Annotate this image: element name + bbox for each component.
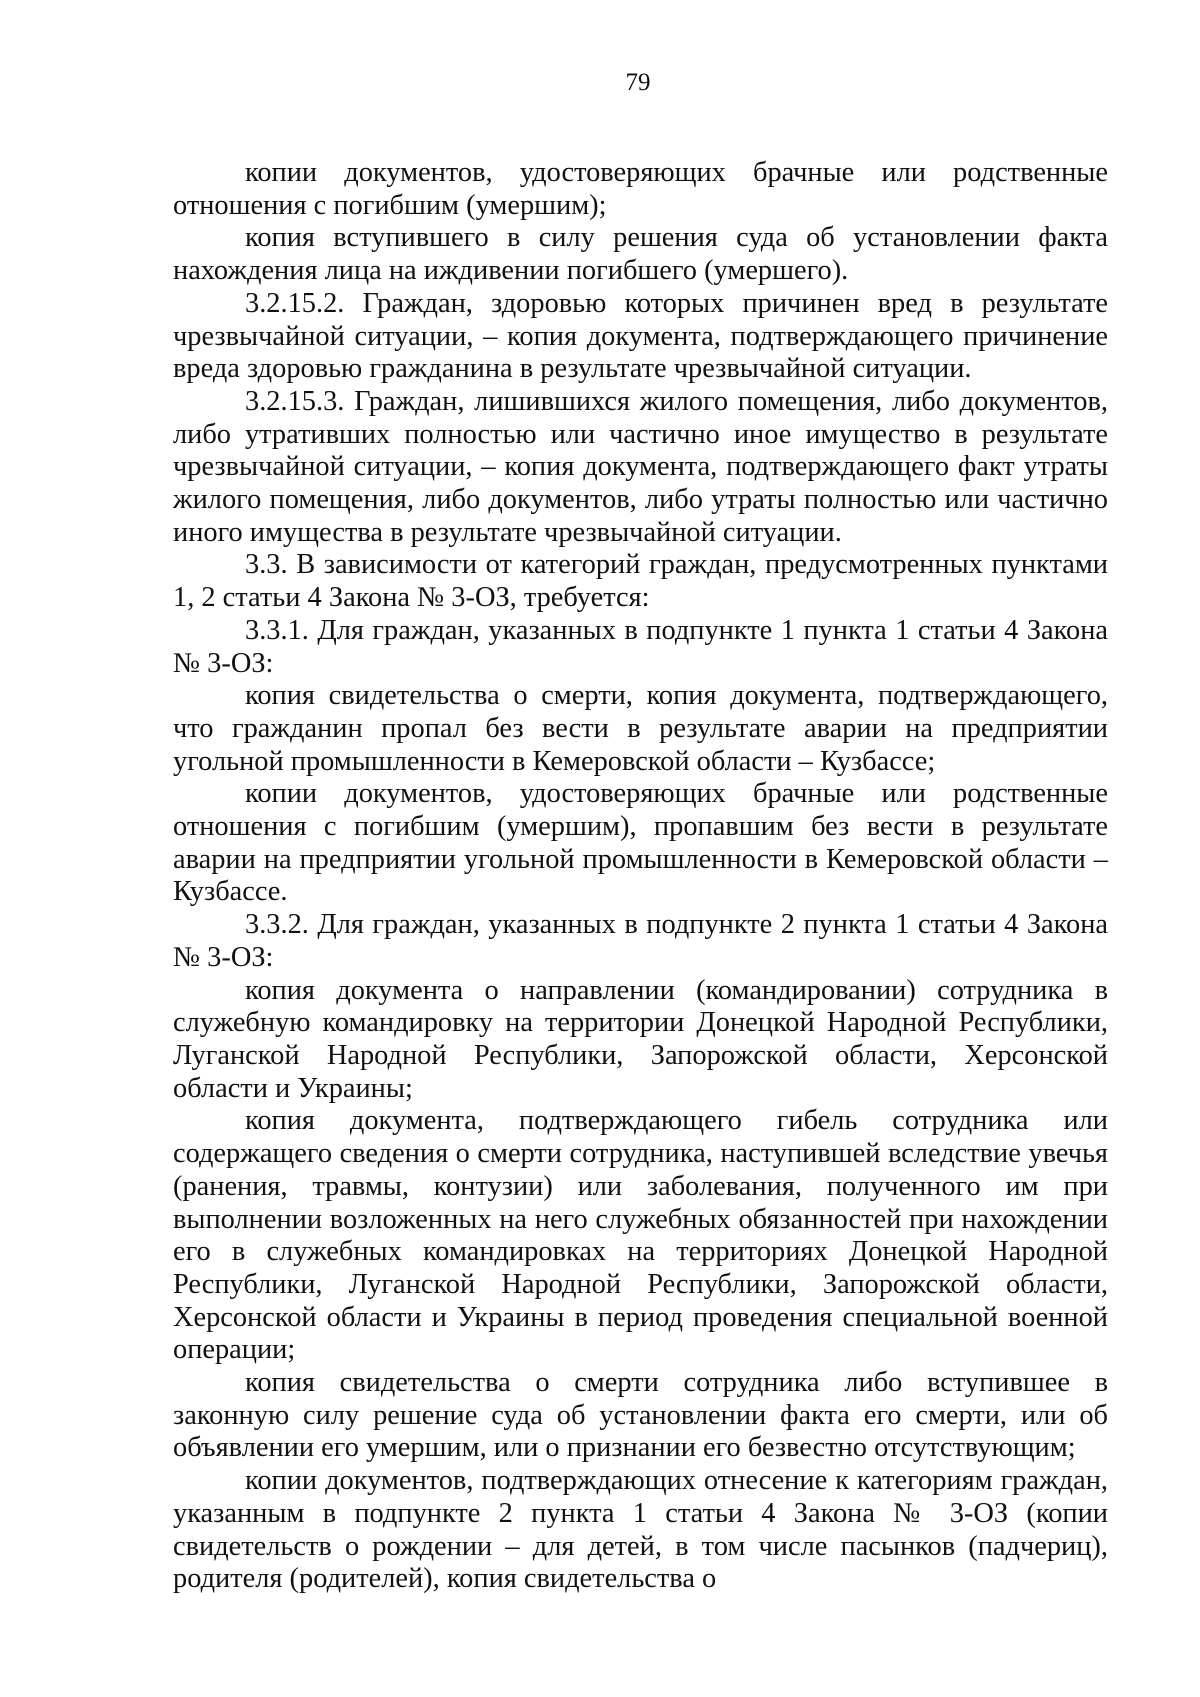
paragraph: копии документов, подтверждающих отнесение к категориям граждан, указанным в подпункте 2 пункта 1 статьи 4 Закона № 3-ОЗ (копии свидетельств о рождении – для детей, в том числе пасынков (падчериц), родителя (родителей), копия свидетельства о	[173, 1465, 1108, 1595]
paragraph: копия вступившего в силу решения суда об установлении факта нахождения лица на иждивении погибшего (умершего).	[173, 222, 1108, 287]
document-body	[173, 157, 1108, 1596]
paragraph: копия документа о направлении (командировании) сотрудника в служебную командировку на территории Донецкой Народной Республики, Луганской Народной Республики, Запорожской области, Херсонской области и Украины;	[173, 974, 1108, 1104]
paragraph: 3.3.2. Для граждан, указанных в подпункте 2 пункта 1 статьи 4 Закона № 3-ОЗ:	[173, 909, 1108, 973]
paragraph: 3.2.15.2. Граждан, здоровью которых причинен вред в результате чрезвычайной ситуации, – копия документа, подтверждающего причинение вреда здоровью гражданина в результате чрезвычайной ситуации.	[173, 287, 1108, 385]
paragraph: копия свидетельства о смерти, копия документа, подтверждающего, что гражданин пропал без вести в результате аварии на предприятии угольной промышленности в Кемеровской области – Кузбассе;	[173, 680, 1108, 777]
paragraph: копия свидетельства о смерти сотрудника либо вступившее в законную силу решение суда об установлении факта его смерти, или об объявлении его умершим, или о признании его безвестно отсутствующим;	[173, 1367, 1108, 1464]
paragraph: копии документов, удостоверяющих брачные или родственные отношения с погибшим (умершим), пропавшим без вести в результате аварии на предприятии угольной промышленности в Кемеровской области – Кузбассе.	[173, 778, 1108, 908]
paragraph: копии документов, удостоверяющих брачные или родственные отношения с погибшим (умершим);	[173, 157, 1108, 221]
paragraph: 3.3.1. Для граждан, указанных в подпункте 1 пункта 1 статьи 4 Закона № 3-ОЗ:	[173, 614, 1108, 679]
paragraph: копия документа, подтверждающего гибель сотрудника или содержащего сведения о смерти сотрудника, наступившей вследствие увечья (ранения, травмы, контузии) или заболевания, полученного им при выполнении возложенных на него служебных обязанностей при нахождении его в служебных командировках на территориях Донецкой Народной Республики, Луганской Народной Республики, Запорожской области, Херсонской области и Украины в период проведения специальной военной операции;	[173, 1105, 1108, 1366]
paragraph: 3.3. В зависимости от категорий граждан, предусмотренных пунктами 1, 2 статьи 4 Закона № 3-ОЗ, требуется:	[173, 549, 1108, 614]
page-number: 79	[625, 69, 651, 96]
paragraph: 3.2.15.3. Граждан, лишившихся жилого помещения, либо документов, либо утративших полностью или частично иное имущество в результате чрезвычайной ситуации, – копия документа, подтверждающего факт утраты жилого помещения, либо документов, либо утраты полностью или частично иного имущества в результате чрезвычайной ситуации.	[173, 385, 1108, 548]
